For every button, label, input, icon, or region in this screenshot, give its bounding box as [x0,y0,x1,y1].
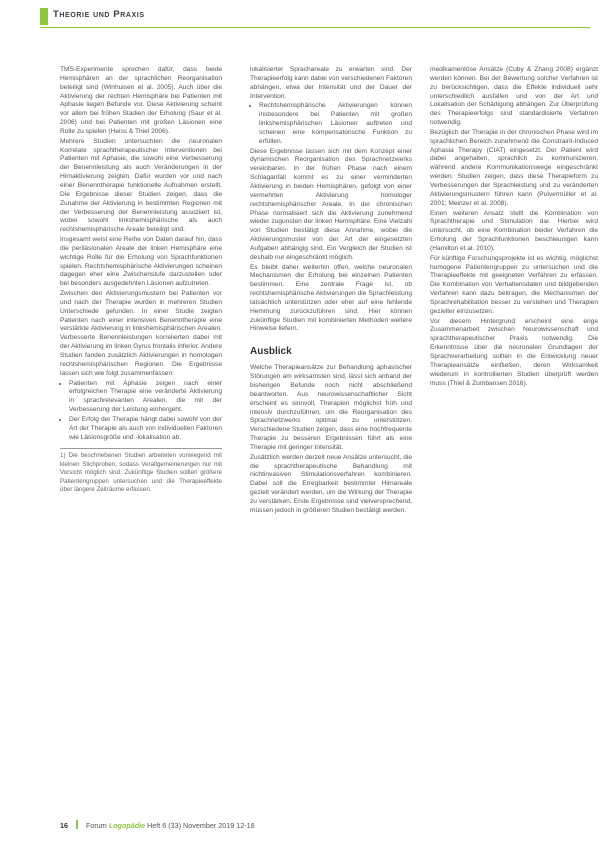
paragraph: Einen weiteren Ansatz stellt die Kombination von Sprachtherapie und Stimulation dar. Hierbei wird untersucht, ob eine Kombination beider Verfahren die Erholung der Sprachfunktionen beschleunigen kann (Hamilton et al. 2010). [430,209,598,252]
paragraph: Bezüglich der Therapie in der chronischen Phase wird im sprachlichen Bereich zunehmend die Constraint-Induced Aphasia Therapy (CIAT) eingesetzt. Der Patient wird dabei angehalten, sprachlich zu kommunizieren, während andere Kommunikationswege eingeschränkt werden. Studien zeigen, dass diese Therapieform zu Verbesserungen der Sprachleistung und zu veränderten Aktivierungsmustern führen kann (Pulvermüller et al. 2001; Meinzer et al. 2008). [430,128,598,207]
section-title: Theorie und Praxis [53,9,145,20]
paragraph: Zusätzlich werden derzeit neue Ansätze untersucht, die die sprachtherapeutische Behandlung mit nichtinvasiven Stimulationsverfahren kombinieren. Dabei soll die Erregbarkeit bestimmter Hirnareale gezielt verändert werden, um die Wirkung der Therapie zu verstärken. Erste Ergebnisse sind vielversprechend, müssen jedoch in größeren Studien bestätigt werden. [250,453,412,514]
paragraph: Diese Ergebnisse lassen sich mit dem Konzept einer dynamischen Reorganisation des Sprachnetzwerks vereinbaren. In der frühen Phase nach einem Schlaganfall kommt es zu einer verminderten Aktivierung in beiden Hemisphären, gefolgt von einer vermehrten Aktivierung homologer rechtshemisphärischer Areale. In der chronischen Phase normalisiert sich die Aktivierung zunehmend wieder zugunsten der linken Hemisphäre. Eine Vielzahl von Studien bestätigt diese Annahme, wobei die Aktivierungsmuster von der Art der eingesetzten Aufgaben abhängig sind. Ein Vergleich der Studien ist deshalb nur eingeschränkt möglich. [250,147,412,261]
footnote: 1) Die beschriebenen Studien arbeiteten vorwiegend mit kleinen Stichproben, sodass Verallgemeinerungen nur mit Vorsicht möglich sind. Zukünftige Studien sollten größere Patientengruppen untersuchen und die Therapieeffekte über längere Zeiträume erfassen. [60,448,222,494]
page-number: 16 [60,821,68,830]
journal-brand: Logopädie [108,821,146,830]
bullet-list [60,380,222,443]
list-item: • Der Erfolg der Therapie hängt dabei sowohl von der Art der Therapie als auch von individuellen Faktoren wie Läsionsgröße und -lokalisation ab. [69,416,222,443]
journal-prefix: Forum [86,821,109,830]
paragraph: Vor diesem Hintergrund erscheint eine enge Zusammenarbeit zwischen Neurowissenschaft und sprachtherapeutischer Praxis notwendig. Die Erkenntnisse über die neuronalen Grundlagen der Sprachverarbeitung sollten in die Entwicklung neuer Therapieansätze einfließen, deren Wirksamkeit wiederum in kontrollierten Studien überprüft werden muss (Thiel & Zumbansen 2016). [430,317,598,387]
header-rule [40,27,590,28]
paragraph: Mehrere Studien untersuchten die neuronalen Korrelate sprachtherapeutischer Interventionen bei Patienten mit Aphasie, die sowohl eine Verbesserung der Benennleistung als auch Veränderungen in der Hirnaktivierung zeigten. Dafür wurden vor und nach einer Benenntherapie funktionelle Aufnahmen erstellt. Die Ergebnisse dieser Studien zeigen, dass die Zunahme der Aktivierung in bestimmten Regionen mit der Verbesserung der Benennleistung assoziiert ist, wobei sowohl linkshemisphärische als auch rechtshemisphärische Areale beteiligt sind. [60,137,222,234]
section-accent-bar [40,8,48,25]
paragraph: Für künftige Forschungsprojekte ist es wichtig, möglichst homogene Patientengruppen zu untersuchen und die Therapieeffekte mit geeigneten Verfahren zu erfassen. Die Kombination von Verhaltensdaten und bildgebenden Verfahren kann dazu beitragen, die Mechanismen der Sprachrehabilitation besser zu verstehen und Therapien gezielter einzusetzen. [430,254,598,315]
footer-divider [76,820,78,829]
text-column-3 [430,66,598,389]
issue-info: Heft 6 (33) November 2019 [147,821,235,830]
text-column-1 [60,66,222,494]
paragraph: TMS-Experimente sprechen dafür, dass beide Hemisphären an der sprachlichen Reorganisation beteiligt sind (Winhuisen et al. 2005). Auch über die Aktivierung der rechten Hemisphäre bei Patienten mit Aphasie liegen Befunde vor. Diese Aktivierung scheint vor allem bei frühen Stadien der Erholung (Saur et al. 2006) und bei Patienten mit großen Läsionen eine Rolle zu spielen (Heiss & Thiel 2006). [60,66,222,135]
list-item: • Patienten mit Aphasie zeigen nach einer erfolgreichen Therapie eine veränderte Aktivierung in sprachrelevanten Arealen, die mit der Verbesserung der Leistung einhergeht. [69,380,222,415]
page-footer [60,820,255,830]
paragraph: Es bleibt daher weiterhin offen, welche neuronalen Mechanismen die Erholung bei einzelnen Patienten bestimmen. Eine zentrale Frage ist, ob rechtshemisphärische Aktivierungen die Sprachleistung tatsächlich unterstützen oder eher auf eine fehlende Hemmung zurückzuführen sind. Hier können zukünftige Studien mit kombinierten Methoden weitere Hinweise liefern. [250,263,412,333]
paragraph: lokalisierter Sprachareale zu erwarten sind. Der Therapieerfolg kann dabei von verschiedenen Faktoren abhängen, etwa der Intensität und der Dauer der Intervention. [250,66,412,100]
paragraph: medikamentöse Ansätze (Cuby & Zhang 2008) ergänzt werden können. Bei der Bewertung solcher Verfahren ist zu berücksichtigen, dass die Effekte individuell sehr unterschiedlich ausfallen und von der Art und Lokalisation der Schädigung abhängen. Zur Überprüfung des Therapieerfolgs sind standardisierte Verfahren notwendig. [430,66,598,127]
page-range: 12-18 [236,821,255,830]
bullet-list [250,102,412,146]
text-column-2 [250,66,412,517]
section-heading: Ausblick [250,346,292,358]
paragraph: Insgesamt weist eine Reihe von Daten darauf hin, dass die periläsionalen Areale der linken Hemisphäre eine wichtige Rolle für die Erholung von Sprachfunktionen spielen. Rechtshemisphärische Aktivierungen scheinen dagegen eher eine Zwischenstufe darzustellen oder bei besonders ausgedehnten Läsionen aufzutreten. [60,236,222,288]
paragraph: Zwischen den Aktivierungsmustern bei Patienten vor und nach der Therapie wurden in mehreren Studien Unterschiede gefunden. In einer Studie zeigten Patienten nach einer intensiven Benenntherapie eine verstärkte Aktivierung in linkshemisphärischen Arealen. Verbesserte Benennleistungen korrelierten dabei mit der Aktivierung im linken Gyrus frontalis inferior. Andere Studien fanden zusätzlich Aktivierungen in homologen rechtshemisphärischen Regionen. Die Ergebnisse lassen sich wie folgt zusammenfassen: [60,290,222,377]
paragraph: Welche Therapieansätze zur Behandlung aphasischer Störungen am wirksamsten sind, lässt sich anhand der bisherigen Befunde noch nicht abschließend beantworten. Aus neurowissenschaftlicher Sicht erscheint es sinnvoll, Therapien möglichst früh und intensiv durchzuführen, um die Reorganisation des Sprachnetzwerks optimal zu unterstützen. Verschiedene Studien zeigen, dass eine hochfrequente Therapie zu besseren Ergebnissen führt als eine Therapie mit geringer Intensität. [250,364,412,451]
list-item: • Rechtshemisphärische Aktivierungen können insbesondere bei Patienten mit großen linkshemisphärischen Läsionen auftreten und scheinen eine kompensatorische Funktion zu erfüllen. [259,102,412,146]
